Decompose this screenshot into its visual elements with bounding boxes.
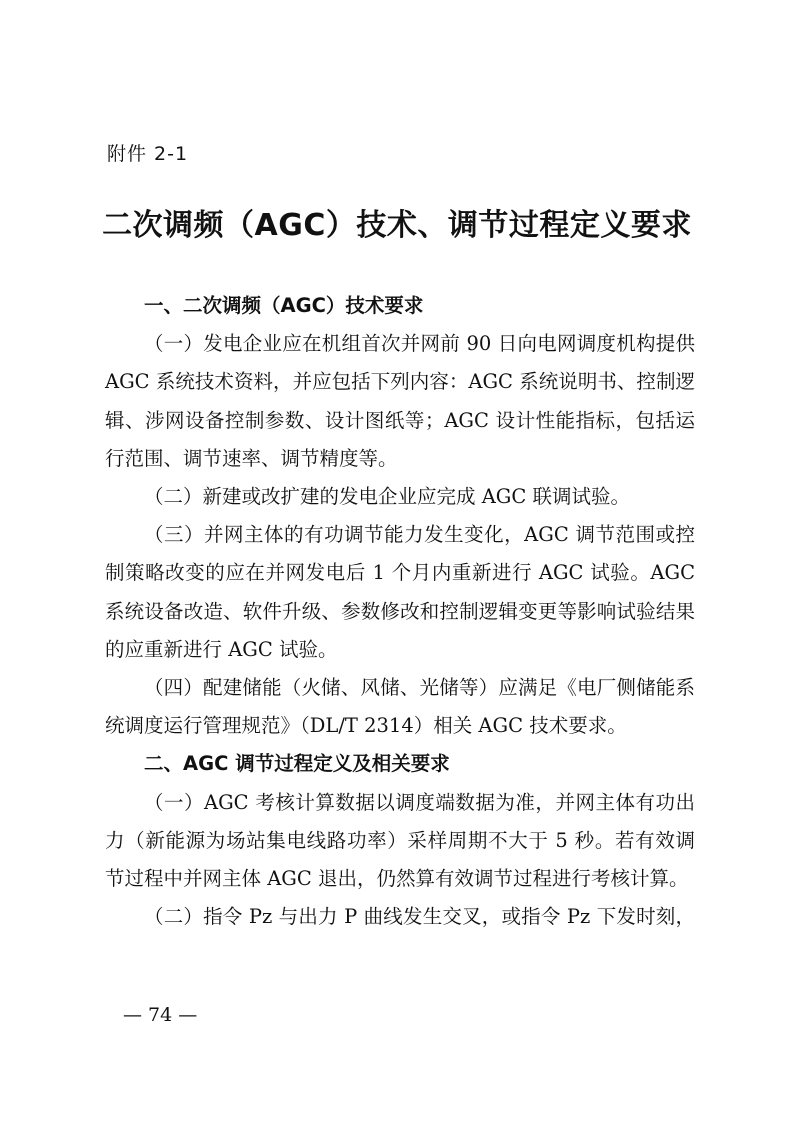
section-2-heading: 二、AGC 调节过程定义及相关要求 [144,752,450,776]
document-body [105,287,695,936]
section-1-paragraph-1: （一）发电企业应在机组首次并网前 90 日向电网调度机构提供 AGC 系统技术资料，并应包括下列内容：AGC 系统说明书、控制逻辑、涉网设备控制参数、设计图纸等；AGC 设计性能指标，包括运行范围、调节速率、调节精度等。 [105,332,695,470]
section-2-paragraph-1: （一）AGC 考核计算数据以调度端数据为准，并网主体有功出力（新能源为场站集电线路功率）采样周期不大于 5 秒。若有效调节过程中并网主体 AGC 退出，仍然算有效调节过程进行考核计算。 [105,790,695,891]
attachment-label: 附件 2-1 [107,143,189,165]
section-1-paragraph-4: （四）配建储能（火储、风储、光储等）应满足《电厂侧储能系统调度运行管理规范》（DL/T 2314）相关 AGC 技术要求。 [105,676,695,738]
section-1-paragraph-2: （二）新建或改扩建的发电企业应完成 AGC 联调试验。 [144,485,630,509]
page-number: — 74 — [123,1004,198,1026]
section-2-paragraph-2: （二）指令 Pz 与出力 P 曲线发生交叉，或指令 Pz 下发时刻， [144,905,695,929]
section-1-heading: 一、二次调频（AGC）技术要求 [144,294,424,317]
section-1-paragraph-3: （三）并网主体的有功调节能力发生变化，AGC 调节范围或控制策略改变的应在并网发电后 1 个月内重新进行 AGC 试验。AGC 系统设备改造、软件升级、参数修改和控制逻辑变更等影响试验结果的应重新进行 AGC 试验。 [105,523,695,661]
document-title: 二次调频（AGC）技术、调节过程定义要求 [102,208,692,243]
